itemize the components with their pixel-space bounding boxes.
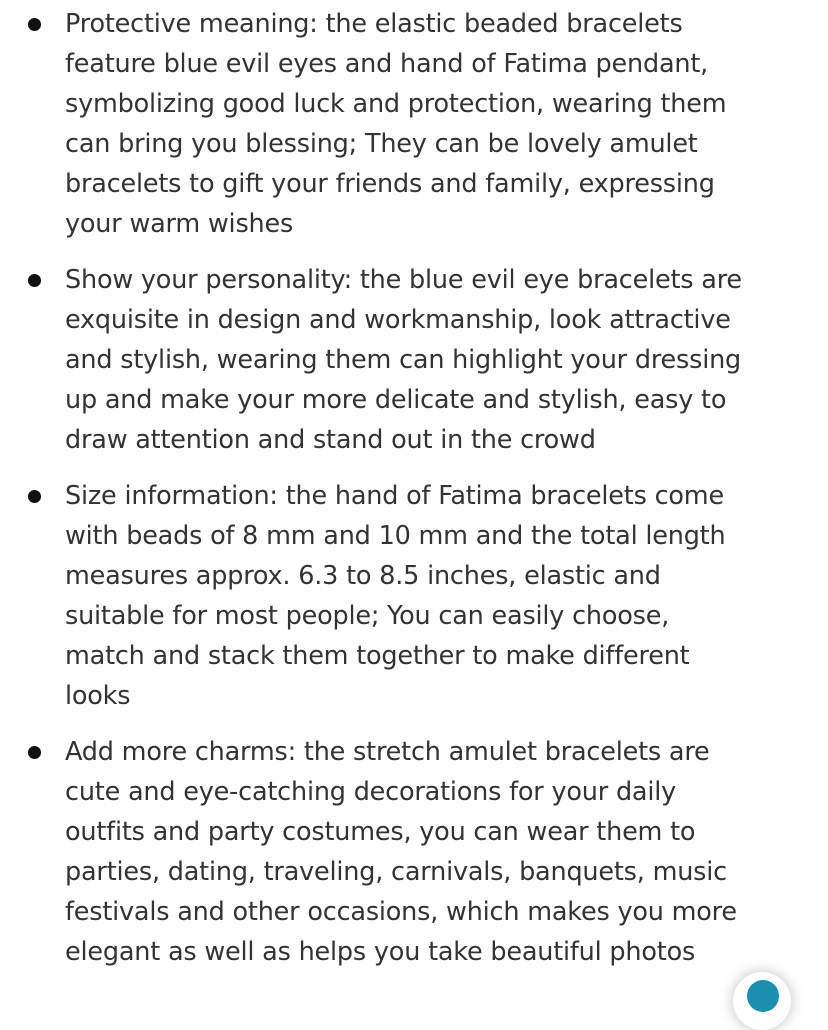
floating-action-button[interactable] bbox=[733, 972, 791, 1030]
bullet-icon bbox=[28, 18, 41, 31]
bullet-text-line: bracelets to gift your friends and family, expressing bbox=[65, 169, 715, 199]
fab-icon bbox=[747, 980, 779, 1012]
bullet-text-line: elegant as well as helps you take beautiful photos bbox=[65, 937, 696, 967]
bullet-text-line: can bring you blessing; They can be lovely amulet bbox=[65, 129, 698, 159]
bullet-text-line: and stylish, wearing them can highlight your dressing bbox=[65, 345, 742, 375]
bullet-text-line: looks bbox=[65, 681, 131, 711]
bullet-text-line: draw attention and stand out in the crowd bbox=[65, 425, 596, 455]
bullet-text-line: suitable for most people; You can easily choose, bbox=[65, 601, 670, 631]
bullet-text-line: measures approx. 6.3 to 8.5 inches, elastic and bbox=[65, 561, 661, 591]
bullet-text-line: Protective meaning: the elastic beaded bracelets bbox=[65, 9, 683, 39]
feature-bullet-list bbox=[0, 4, 828, 988]
bullet-text-line: festivals and other occasions, which makes you more bbox=[65, 897, 737, 927]
list-item bbox=[0, 732, 828, 972]
bullet-icon bbox=[28, 490, 41, 503]
bullet-text-line: Size information: the hand of Fatima bracelets come bbox=[65, 481, 724, 511]
bullet-text-line: match and stack them together to make different bbox=[65, 641, 690, 671]
bullet-text-line: Show your personality: the blue evil eye bracelets are bbox=[65, 265, 742, 295]
bullet-text-line: symbolizing good luck and protection, wearing them bbox=[65, 89, 727, 119]
list-item bbox=[0, 260, 828, 460]
list-item bbox=[0, 476, 828, 716]
bullet-text-line: parties, dating, traveling, carnivals, banquets, music bbox=[65, 857, 727, 887]
bullet-text-line: outfits and party costumes, you can wear them to bbox=[65, 817, 696, 847]
bullet-icon bbox=[28, 274, 41, 287]
bullet-text-line: your warm wishes bbox=[65, 209, 294, 239]
bullet-text-line: cute and eye-catching decorations for your daily bbox=[65, 777, 677, 807]
bullet-text-line: with beads of 8 mm and 10 mm and the total length bbox=[65, 521, 726, 551]
bullet-text-line: up and make your more delicate and stylish, easy to bbox=[65, 385, 727, 415]
bullet-text-line: Add more charms: the stretch amulet bracelets are bbox=[65, 737, 710, 767]
list-item bbox=[0, 4, 828, 244]
bullet-text-line: feature blue evil eyes and hand of Fatima pendant, bbox=[65, 49, 709, 79]
bullet-text-line: exquisite in design and workmanship, look attractive bbox=[65, 305, 731, 335]
bullet-icon bbox=[28, 746, 41, 759]
